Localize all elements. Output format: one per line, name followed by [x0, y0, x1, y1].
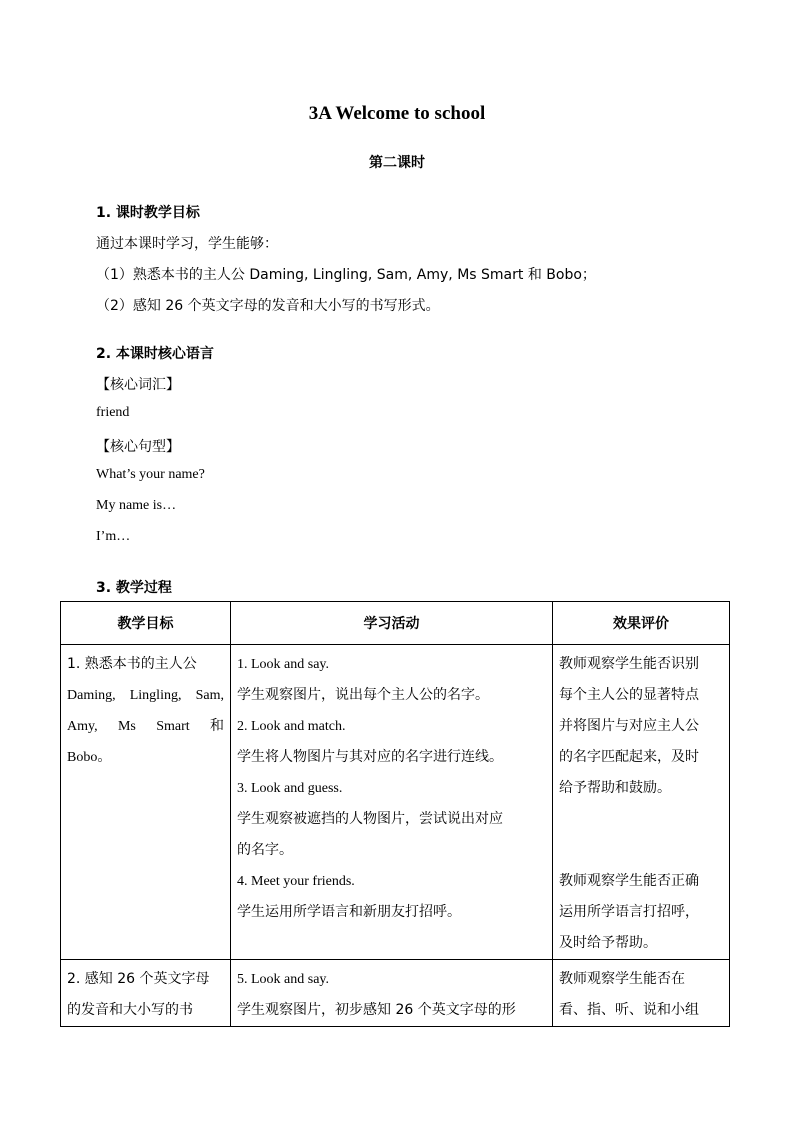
evaluation-line: 教师观察学生能否在 — [559, 971, 685, 987]
goal-line: 2. 感知 26 个英文字母 — [67, 971, 210, 987]
activity-line: 学生观察图片，说出每个主人公的名字。 — [237, 687, 489, 703]
table-row — [61, 645, 730, 960]
vocab-word: friend — [96, 405, 130, 420]
activity-line: 学生将人物图片与其对应的名字进行连线。 — [237, 749, 503, 765]
evaluation-line: 运用所学语言打招呼， — [559, 904, 699, 920]
section3-heading: 3. 教学过程 — [96, 580, 172, 596]
goal-line: 的发音和大小写的书 — [67, 1002, 193, 1018]
sentence-1: What’s your name? — [96, 467, 205, 482]
goal-cell — [61, 960, 231, 1027]
activity-line: 学生运用所学语言和新朋友打招呼。 — [237, 904, 461, 920]
section1-intro: 通过本课时学习，学生能够： — [96, 236, 278, 252]
evaluation-line: 每个主人公的显著特点 — [559, 687, 699, 703]
goal-cell — [61, 645, 231, 960]
activity-cell — [231, 960, 553, 1027]
activity-line: 4. Meet your friends. — [237, 874, 355, 889]
goal-line: 1. 熟悉本书的主人公 — [67, 656, 197, 672]
section2-heading: 2. 本课时核心语言 — [96, 346, 214, 362]
evaluation-line: 给予帮助和鼓励。 — [559, 780, 671, 796]
document-title: 3A Welcome to school — [308, 103, 486, 124]
vocab-label: 【核心词汇】 — [96, 377, 180, 393]
sentence-label: 【核心句型】 — [96, 439, 180, 455]
sentence-2: My name is… — [96, 498, 177, 513]
table-row — [61, 960, 730, 1027]
activity-line: 1. Look and say. — [237, 657, 330, 672]
evaluation-line: 的名字匹配起来，及时 — [559, 749, 699, 765]
activity-cell — [231, 645, 553, 960]
header-activity: 学习活动 — [231, 602, 553, 645]
evaluation-line: 并将图片与对应主人公 — [559, 718, 699, 734]
evaluation-line: 教师观察学生能否正确 — [559, 873, 699, 889]
evaluation-line: 及时给予帮助。 — [559, 935, 657, 951]
goal-item-2: （2）感知 26 个英文字母的发音和大小写的书写形式。 — [96, 298, 440, 314]
goal-line: Bobo。 — [67, 750, 112, 765]
header-evaluation: 效果评价 — [553, 602, 730, 645]
activity-line: 3. Look and guess. — [237, 781, 343, 796]
goal-item-1: （1）熟悉本书的主人公 Daming, Lingling, Sam, Amy, Ms Smart 和 Bobo； — [96, 267, 596, 283]
evaluation-cell — [553, 960, 730, 1027]
goal-line: Amy, Ms Smart 和 — [67, 719, 224, 734]
activity-line: 5. Look and say. — [237, 972, 330, 987]
header-goal: 教学目标 — [61, 602, 231, 645]
evaluation-cell — [553, 645, 730, 960]
lesson-subtitle: 第二课时 — [369, 155, 425, 171]
activity-line: 2. Look and match. — [237, 719, 346, 734]
spacer — [559, 835, 723, 866]
evaluation-line: 看、指、听、说和小组 — [559, 1002, 699, 1018]
spacer — [559, 804, 723, 835]
activity-line: 的名字。 — [237, 842, 293, 858]
sentence-3: I’m… — [96, 529, 131, 544]
teaching-process-table — [60, 601, 730, 1027]
evaluation-line: 教师观察学生能否识别 — [559, 656, 699, 672]
table-header-row — [61, 602, 730, 645]
activity-line: 学生观察被遮挡的人物图片，尝试说出对应 — [237, 811, 503, 827]
section1-heading: 1. 课时教学目标 — [96, 205, 200, 221]
activity-line: 学生观察图片，初步感知 26 个英文字母的形 — [237, 1002, 516, 1018]
goal-line: Daming, Lingling, Sam, — [67, 688, 224, 703]
